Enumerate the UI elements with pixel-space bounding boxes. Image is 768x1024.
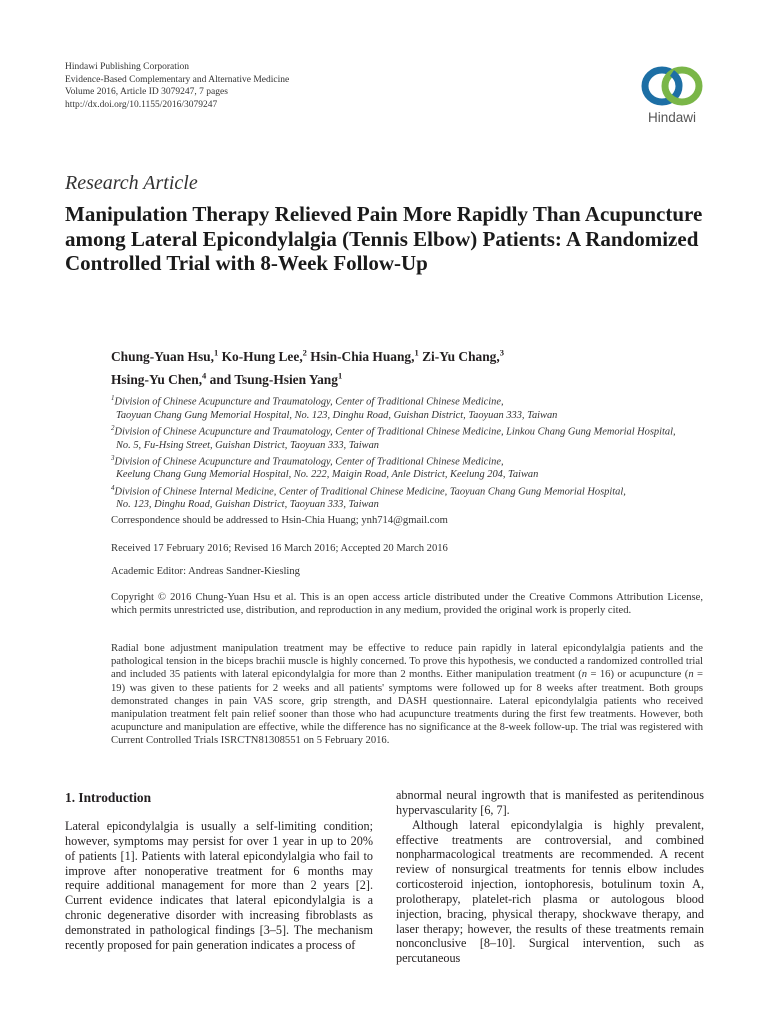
received-dates: Received 17 February 2016; Revised 16 March 2016; Accepted 20 March 2016 (111, 543, 448, 554)
journal-name: Evidence-Based Complementary and Alternative Medicine (65, 74, 290, 85)
affiliation: $^3$Division of Chinese Acupuncture and Traumatology, Center of Traditional Chinese Medicine, Keelung Chang Gung Memorial Hospital, No. 222, Maigin Road, Anle District, Keelung 204, Taiwan (111, 453, 539, 481)
affiliation: $^2$Division of Chinese Acupuncture and Traumatology, Center of Traditional Chinese Medicine, Linkou Chang Gung Memorial Hospital, No. 5, Fu-Hsing Street, Guishan District, Taoyuan 333, Taiwan (111, 423, 676, 451)
correspondence: Correspondence should be addressed to Hsin-Chia Huang; ynh714@gmail.com (111, 515, 448, 526)
body-column-right (396, 788, 704, 966)
doi-link[interactable]: http://dx.doi.org/10.1155/2016/3079247 (65, 99, 218, 110)
logo-text: Hindawi (647, 110, 697, 125)
author: Zi-Yu Chang,$^3$ (422, 348, 504, 365)
academic-editor: Academic Editor: Andreas Sandner-Kiesling (111, 566, 300, 577)
body-column-left (65, 788, 373, 953)
article-type: Research Article (65, 172, 198, 194)
abstract: Radial bone adjustment manipulation treatment may be effective to reduce pain rapidly in lateral epicondylalgia patients and the pathological tension in the biceps brachii muscle is highly concerned. To prove this hypothesis, we conducted a randomized controlled trial and included 35 patients with lateral epicondylalgia for more than 2 months. Either manipulation treatment (n = 16) or acupuncture (n = 19) was given to these patients for 2 weeks and all patients' symptoms were followed up for 8 weeks after treatment. Both groups demonstrated changes in pain VAS score, grip strength, and DASH questionnaire. Lateral epicondylalgia patients who received manipulation treatment felt pain relief sooner than those who had acupuncture treatments during the first few treatments. However, both acupuncture and manipulation are effective, while the difference has no significance at the 8-week follow-up. The trial was registered with Current Controlled Trials ISRCTN81308551 on 5 February 2016. (111, 643, 703, 747)
author: Chung-Yuan Hsu,$^1$ (111, 348, 219, 365)
author: Hsing-Yu Chen,$^4$ (111, 370, 207, 388)
author: and Tsung-Hsien Yang$^1$ (209, 370, 343, 388)
article-title: Manipulation Therapy Relieved Pain More Rapidly Than Acupuncture among Lateral Epicondylalgia (Tennis Elbow) Patients: A Randomized Controlled Trial with 8-Week Follow-Up (65, 202, 703, 275)
copyright-notice: Copyright © 2016 Chung-Yuan Hsu et al. This is an open access article distributed under the Creative Commons Attribution License, which permits unrestricted use, distribution, and reproduction in any medium, provided the original work is properly cited. (111, 592, 703, 617)
hindawi-logo (632, 60, 712, 132)
affiliation: $^1$Division of Chinese Acupuncture and Traumatology, Center of Traditional Chinese Medicine, Taoyuan Chang Gung Memorial Hospital, No. 123, Dinghu Road, Guishan District, Taoyuan 333, Taiwan (111, 394, 558, 421)
hindawi-rings-icon (632, 60, 712, 110)
author-list (111, 344, 711, 390)
publisher: Hindawi Publishing Corporation (65, 62, 190, 72)
author: Hsin-Chia Huang,$^1$ (310, 348, 419, 365)
affiliation-list (111, 392, 731, 512)
author: Ko-Hung Lee,$^2$ (221, 348, 307, 365)
paragraph: Lateral epicondylalgia is usually a self-limiting condition; however, symptoms may persist for over 1 year in up to 20% of patients [1]. Patients with lateral epicondylalgia who fail to improve after nonoperative treatment for 6 months may require additional management for more than 2 years [2]. Current evidence indicates that lateral epicondylalgia is a chronic degenerative disorder with increasing fibroblasts as demonstrated in pathological findings [3–5]. The mechanism recently proposed for pain generation indicates a process of (65, 819, 373, 952)
journal-header (65, 61, 289, 111)
section-heading: 1. Introduction (65, 790, 152, 805)
paragraph: Although lateral epicondylalgia is highly prevalent, effective treatments are controversial, and combined nonpharmacological treatments are recommended. A recent review of nonsurgical treatments for tennis elbow includes corticosteroid injection, iontophoresis, botulinum toxin A, prolotherapy, platelet-rich plasma or autologous blood injection, bracing, physical therapy, shockwave therapy, and laser therapy; however, the results of these treatments remain nonconclusive [8–10]. Surgical intervention, such as percutaneous (396, 817, 704, 966)
affiliation: $^4$Division of Chinese Internal Medicine, Center of Traditional Chinese Medicine, Taoyuan Chang Gung Memorial Hospital, No. 123, Dinghu Road, Guishan District, Taoyuan 333, Taiwan (111, 483, 626, 511)
paragraph: abnormal neural ingrowth that is manifested as peritendinous hypervascularity [6, 7]. (396, 788, 704, 817)
volume-info: Volume 2016, Article ID 3079247, 7 pages (65, 87, 228, 98)
